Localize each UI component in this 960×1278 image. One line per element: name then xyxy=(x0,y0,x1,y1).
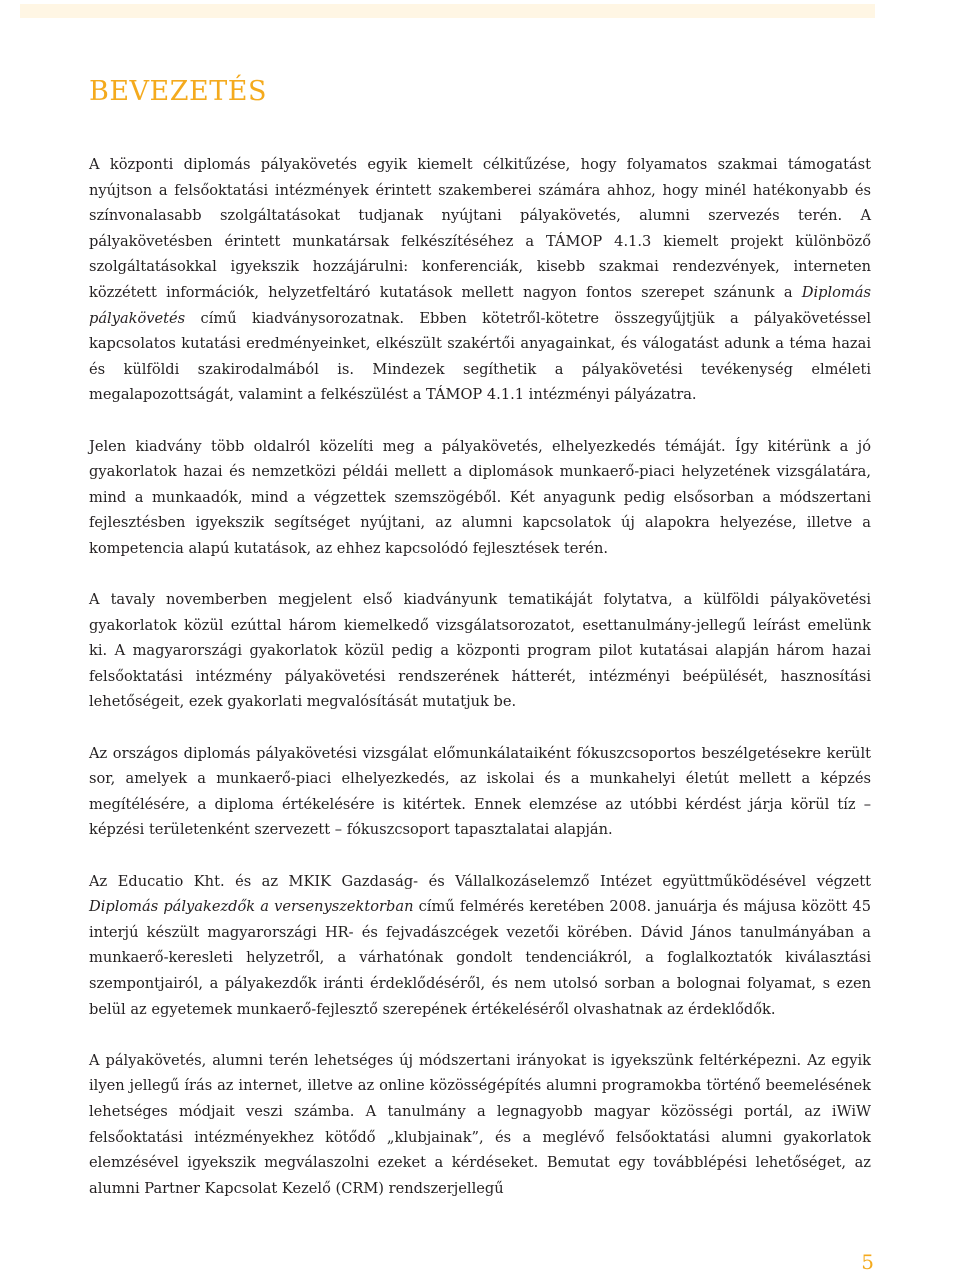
paragraph xyxy=(89,152,871,408)
page-number: 5 xyxy=(861,1250,874,1274)
paragraph-text: Jelen kiadvány több oldalról közelíti meg a pályakövetés, elhelyezkedés témáját. Így kitérünk a jó gyakorlatok hazai és nemzetközi példái mellett a diplomások munkaerő-piaci helyzetének vizsgálatára, mind a munkaadók, mind a végzettek szemszögéből. Két anyagunk pedig elsősorban a módszertani fejlesztésben igyekszik segítséget nyújtani, az alumni kapcsolatok új alapokra helyezése, illetve a kompetencia alapú kutatások, az ehhez kapcsolódó fejlesztések terén. xyxy=(89,437,871,557)
paragraph xyxy=(89,741,871,843)
paragraph-text: Az országos diplomás pályakövetési vizsgálat előmunkálataiként fókuszcsoportos beszélgetésekre került sor, amelyek a munkaerő-piaci elhelyezkedés, az iskolai és a munkahelyi életút mellett a képzés megítélésére, a diploma értékelésére is kitértek. Ennek elemzése az utóbbi kérdést járja körül tíz – képzési területenként szervezett – fókuszcsoport tapasztalatai alapján. xyxy=(89,744,871,839)
paragraph-text: című felmérés keretében 2008. januárja és májusa között 45 interjú készült magyarországi HR- és fejvadászcégek vezetői körében. Dávid János tanulmányában a munkaerő-keresleti helyzetről, a várhatónak gondolt tendenciákról, a foglalkoztatók kiválasztási szempontjairól, a pályakezdők iránti érdeklődéséről, és nem utolsó sorban a bolognai folyamat, s ezen belül az egyetemek munkaerő-fejlesztő szerepének értékeléséről olvashatnak az érdeklődők. xyxy=(89,898,871,1018)
body-text xyxy=(89,152,871,1227)
header-band xyxy=(0,0,960,18)
italic-title: Diplomás pályakezdők a versenyszektorban xyxy=(89,898,414,916)
paragraph-text: A pályakövetés, alumni terén lehetséges új módszertani irányokat is igyekszünk feltérképezni. Az egyik ilyen jellegű írás az internet, illetve az online közösségépítés alumni programokba történő beemelésének lehetséges módjait veszi számba. A tanulmány a legnagyobb magyar közösségi portál, az iWiW felsőoktatási intézményekhez kötődő „klubjainak”, és a meglévő felsőoktatási alumni gyakorlatok elemzésével igyekszik megválaszolni ezeket a kérdéseket. Bemutat egy továbblépési lehetőséget, az alumni Partner Kapcsolat Kezelő (CRM) rendszerjellegű xyxy=(89,1051,871,1197)
paragraph-text: Az Educatio Kht. és az MKIK Gazdaság- és Vállalkozáselemző Intézet együttműködésével végzett xyxy=(89,872,871,890)
header-stripe xyxy=(20,4,875,18)
paragraph-text: A tavaly novemberben megjelent első kiadványunk tematikáját folytatva, a külföldi pályakövetési gyakorlatok közül ezúttal három kiemelkedő vizsgálatsorozatot, esettanulmány-jellegű leírást emelünk ki. A magyarországi gyakorlatok közül pedig a központi program pilot kutatásai alapján három hazai felsőoktatási intézmény pályakövetési rendszerének hátterét, intézményi beépülését, hasznosítási lehetőségeit, ezek gyakorlati megvalósítását mutatjuk be. xyxy=(89,591,871,711)
paragraph xyxy=(89,1048,871,1202)
italic-title: Diplomás pályakövetés xyxy=(89,283,871,327)
paragraph-text: A központi diplomás pályakövetés egyik kiemelt célkitűzése, hogy folyamatos szakmai támogatást nyújtson a felsőoktatási intézmények érintett szakemberei számára ahhoz, hogy minél hatékonyabb és színvonalasabb szolgáltatásokat tudjanak nyújtani pályakövetés, alumni szervezés terén. A pályakövetésben érintett munkatársak felkészítéséhez a TÁMOP 4.1.3 kiemelt projekt különböző szolgáltatásokkal igyekszik hozzájárulni: konferenciák, kisebb szakmai rendezvények, interneten közzétett információk, helyzetfeltáró kutatások mellett nagyon fontos szerepet szánunk a xyxy=(89,156,871,301)
paragraph-text: című kiadványsorozatnak. Ebben kötetről-kötetre összegyűjtjük a pályakövetéssel kapcsolatos kutatási eredményeinket, elkészült szakértői anyagainkat, és válogatást adunk a téma hazai és külföldi szakirodalmából is. Mindezek segíthetik a pályakövetési tevékenység elméleti megalapozottságát, valamint a felkészülést a TÁMOP 4.1.1 intézményi pályázatra. xyxy=(89,309,871,404)
paragraph xyxy=(89,587,871,715)
paragraph xyxy=(89,869,871,1023)
page-title: BEVEZETÉS xyxy=(89,76,267,107)
paragraph xyxy=(89,434,871,562)
